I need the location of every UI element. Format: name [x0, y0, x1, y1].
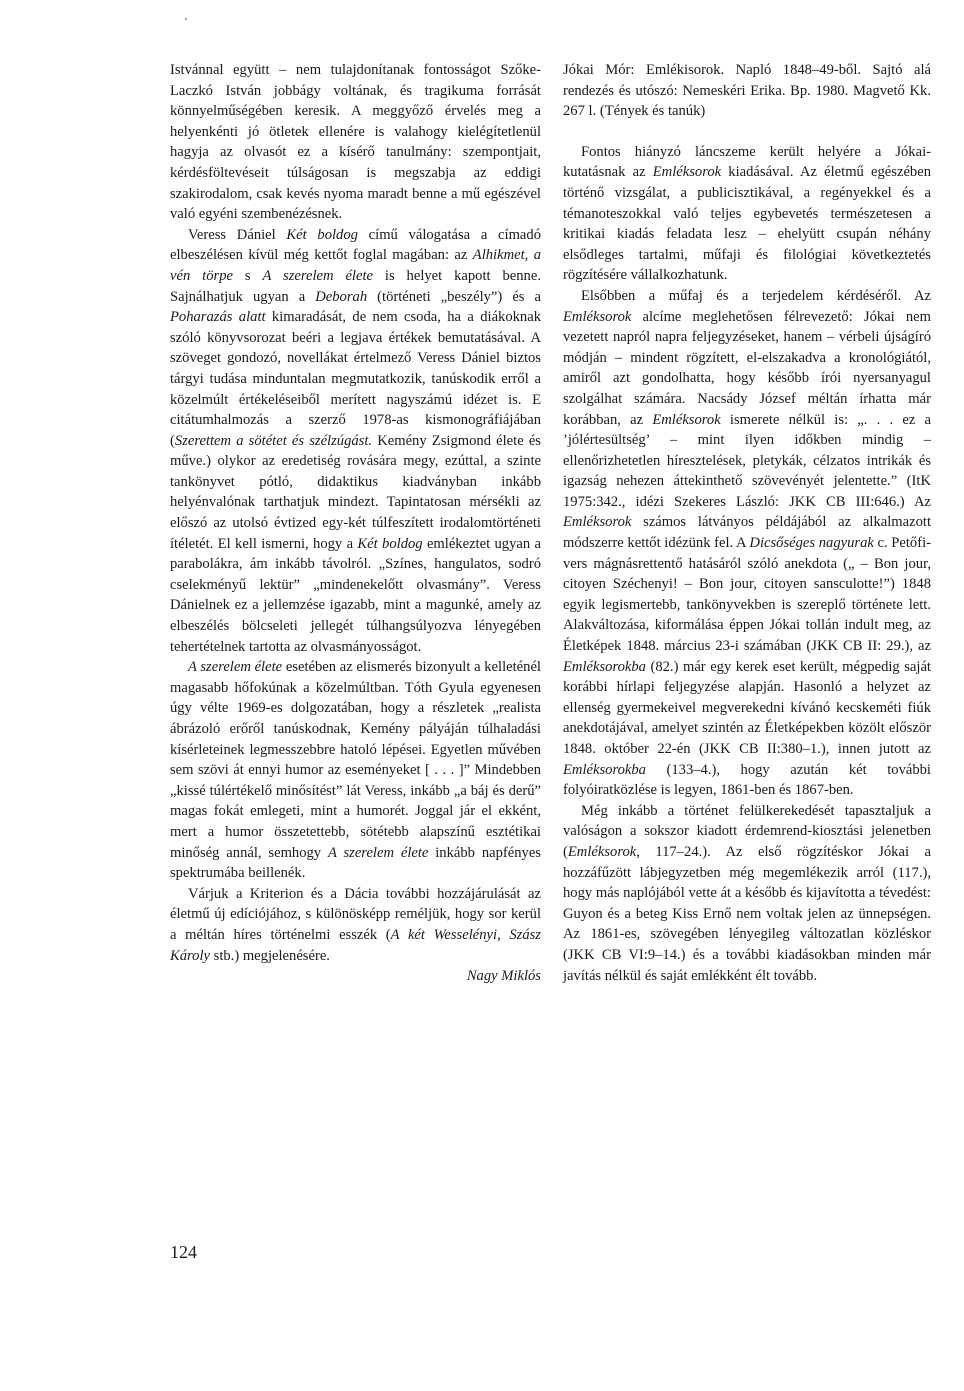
italic-title: Emléksorok [652, 411, 721, 428]
text-run: Várjuk a Kriterion és a Dácia további hozzájárulását az életmű új edíciójához, s különösképp reméljük, hogy sor kerül a méltán híres történelmi esszék ( [170, 885, 541, 943]
right-text-column [563, 60, 931, 986]
text-run: 117–24.). Az első rögzítéskor Jókai a hozzáfűzött lábjegyzetben még megemlékezik arról (117.), hogy más naplójából vette át a később és kijavította a tévedést: Guyon és a beteg Kiss Ernő nem voltak jelen az ünnepségen. Az 1861-es, szövegében lényegileg változatlan közléskor (JKK CB VI:9–14.) és a további kiadásokban minden már javítás nélkül és saját emlékként élt tovább. [563, 843, 931, 984]
italic-title: Emléksorokba [563, 658, 646, 675]
text-run: inkább napfényes spektrumába beillenék. [170, 844, 541, 882]
text-run: Kemény Zsigmond élete és műve.) olykor az eredetiség rovására megy, ezúttal, a szinte tankönyvet pótló, didaktikus kiadványban inkább helyénvalónak tarthatjuk mindezt. Tapintatosan mérsékli az előszó az utolsó évtized egy-két túlfeszített irodalomtörténeti ítéletét. El kell ismerni, hogy a [170, 432, 541, 552]
text-run: kimaradását, de nem csoda, ha a diákoknak szóló könyvsorozat beéri a legjava értékek bemutatásával. A szöveget gondozó, novellákat értelmező Veress Dániel biztos tárgyi tudása minduntalan megmutatkozik, tanúskodik erről a közelmúlt értékeléseiből merített nagyszámú idézet is. E citátumhalmozás a szerző 1978-as kismonográfiájában ( [170, 309, 542, 449]
text-run: s [232, 267, 263, 284]
text-run: Még inkább a történet felülkerekedését tapasztaljuk a valóságon a sokszor kiadott érdemrend-kiosztási jelenetben ( [563, 802, 931, 860]
left-paragraph [170, 225, 541, 657]
italic-title: Két boldog [357, 535, 423, 552]
right-paragraph [563, 286, 931, 801]
italic-title: A két Wesselényi, Szász Károly [170, 926, 541, 964]
right-paragraph [563, 60, 931, 122]
author-signature: Nagy Miklós [466, 968, 541, 985]
italic-title: A szerelem élete [262, 267, 373, 284]
print-speck [185, 18, 187, 20]
left-text-column [170, 60, 541, 987]
left-paragraph [170, 884, 541, 966]
text-run: kiadásával. Az életmű egészében történő vizsgálat, a publicisztikával, a regényekkel és a témanoteszokkal való teljes egybevetés természetesen a kritikai kiadás feladata lesz – ehelyütt csupán néhány elsődleges tartalmi, műfaji és filológiai következtetés rögzítésére vállalkozhatunk. [563, 164, 931, 284]
text-run: Istvánnal együtt – nem tulajdonítanak fontosságot Szőke-Laczkó István jobbágy voltának, és tragikuma forrását könnyelműségében keresik. A meggyőző érvelés meg a helyenkénti jó ötletek ellenére is valahogy kielégítetlenül hagyja az olvasót ez a kísérő tanulmány: szempontjait, kérdésföltevéseit túlságosan is megszabja az eddigi szakirodalom, csak kevés nyoma maradt benne a mű egészével való egyéni szembenézésnek. [170, 62, 541, 223]
right-paragraphs [563, 60, 931, 986]
italic-title: A szerelem élete [188, 659, 283, 676]
text-run: (történeti „beszély”) és a [367, 288, 541, 305]
italic-title: Poharazás alatt [170, 309, 266, 326]
left-paragraph [170, 60, 541, 225]
italic-title: Szerettem a sötétet és szélzúgást. [174, 432, 373, 449]
text-run: emlékeztet ugyan a parabolákra, ám inkább távolról. „Színes, hangulatos, sodró cselekményű lektür” „mindenekelőtt olvasmány”. Veress Dánielnek ez a jellemzése igazabb, mint a magunké, amely az elbeszélés bölcseleti jellegét túlhangsúlyozva lényegében tehertételnek tartotta az olvasmányosságot. [170, 535, 541, 655]
italic-title: Emléksorokba [563, 761, 646, 778]
text-run: Veress Dániel [188, 226, 287, 243]
text-run: (82.) már egy kerek eset került, mégpedig saját korábbi hírlapi feljegyzése alapján. Hasonló a helyzet az ellenség gyermekeivel megverekedni kívánó kecskeméti fiúk anekdotájával, amelyet szintén az Életképekben közölt először 1848. október 22-én (JKK CB II:380–1.), innen jutott az [563, 658, 931, 757]
text-run: Elsőbben a műfaj és a terjedelem kérdéséről. Az [581, 287, 931, 304]
text-run: (133–4.), hogy azután két további folyóiratközlése is legyen, 1861-ben és 1867-ben. [563, 761, 931, 799]
page-number: 124 [170, 1242, 197, 1262]
text-run: számos látványos példájából az alkalmazott módszerre kettőt idézünk fel. A [563, 514, 931, 552]
italic-title: Dicsőséges nagyurak [749, 535, 874, 552]
text-run: Jókai Mór: Emlékisorok. Napló 1848–49-ből. Sajtó alá rendezés és utószó: Nemeskéri Erika. Bp. 1980. Magvető Kk. 267 l. (Tények és tanúk) [563, 62, 931, 120]
text-run: is helyet kapott benne. Sajnálhatjuk ugyan a [170, 267, 541, 305]
italic-title: Emléksorok [652, 164, 722, 181]
text-run: alcíme meglehetősen félrevezető: Jókai nem vezetett napról napra feljegyzéseket, hanem – vérbeli újságíró módján – mindent rögzített, el-elszakadva a kronológiától, amiről azt gondolhatta, hogy később írói nyersanyagul szolgálhat számára. Nacsády József méltán írhatta már korábban, az [563, 308, 931, 428]
text-run: c. Petőfi-vers mágnásrettentő hatásáról szóló anekdota („ – Bon jour, citoyen Széchenyi! – Bon jour, citoyen sansculotte!”) 1848 egyik legismertebb, tankönyvekben is szereplő története lett. Alakváltozása, kiformálása éppen Jókai tollán indult meg, az Életképek 1848. március 23-i számában (JKK CB II: 29.), az [563, 535, 932, 655]
italic-title: Alhikmet, a vén törpe [170, 247, 541, 284]
text-run: esetében az elismerés bizonyult a kelleténél magasabb hőfokúnak a közelmúltban. Tóth Gyula egyenesen úgy vélte 1969-es dolgozatában, hogy a részletek „realista ábrázoló erőről tanúskodnak, Kemény pályáján túlhaladási kísérleteinek legmesszebbre hatoló lépései. Egyetlen művében sem szövi át ennyi humor az eseményeket [ . . . ]” Mindebben „kissé túlértékelő minősítést” lát Veress, inkább „a báj és derű” magas fokát emlegeti, mint a humorét. Joggal jár el ekként, mert a humor összetettebb, sötétebb alapszínű esztétikai minőség annál, semhogy [170, 659, 541, 861]
italic-title: Két boldog [286, 226, 358, 243]
right-paragraph [563, 142, 931, 286]
text-run: stb.) megjelenésére. [210, 947, 330, 964]
italic-title: Emléksorok, [567, 843, 640, 860]
italic-title: Deborah [315, 288, 368, 305]
italic-title: Emléksorok [563, 514, 632, 531]
text-run: Fontos hiányzó láncszeme került helyére a Jókai-kutatásnak az [563, 143, 931, 181]
text-run: című válogatása a címadó elbeszélésen kívül még kettőt foglal magában: az [170, 226, 541, 264]
italic-title: A szerelem élete [327, 844, 429, 861]
left-paragraph [170, 657, 541, 884]
text-run: ismerete nélkül is: „. . . ez a ’jólértesültség’ – mint ilyen időkben mindig – ellenőrizhetetlen híresztelések, pletykák, célzatos intrikák és igazság nehezen áttekinthető szövevényét jelentette.” (ItK 1975:342., idézi Szekeres László: JKK CB III:646.) Az [563, 411, 931, 510]
right-paragraph [563, 801, 931, 986]
italic-title: Emléksorok [563, 308, 632, 325]
left-paragraphs [170, 60, 541, 966]
